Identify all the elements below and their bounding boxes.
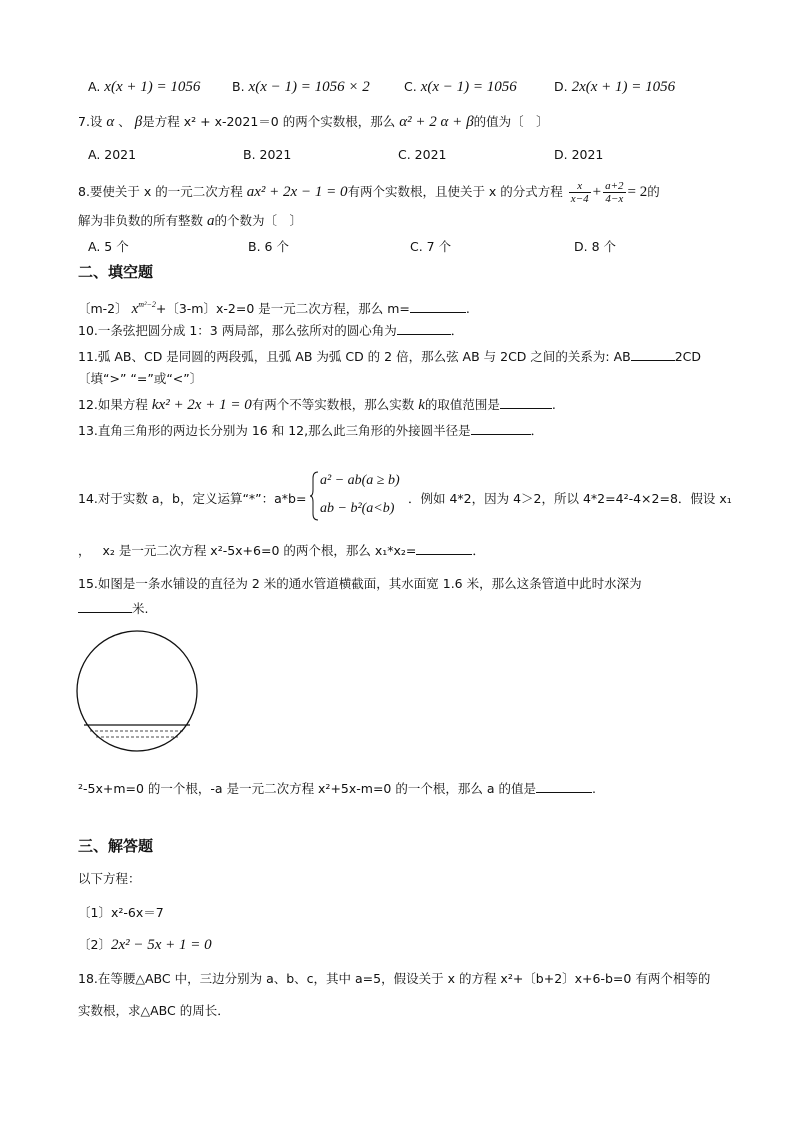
- q8-line2-b: 的个数为〔 〕: [214, 213, 303, 228]
- q17-part1: [78, 904, 164, 922]
- q8-option-d: D. 8 个: [574, 239, 616, 254]
- section-title-solve: 三、解答题: [78, 837, 154, 855]
- q13-end: ．: [530, 423, 544, 438]
- q7-beta2: β: [466, 114, 474, 130]
- q17-p2-equation: 2x² − 5x + 1 = 0: [110, 937, 212, 953]
- q7-option-b: B. 2021: [243, 147, 292, 162]
- q7-option-d: D. 2021: [554, 147, 604, 162]
- q15-answer-blank[interactable]: [78, 600, 132, 613]
- q11-answer-blank[interactable]: [631, 348, 675, 361]
- q8-line2-a: 解为非负数的所有整数: [78, 213, 204, 228]
- q9-end: .: [465, 301, 470, 316]
- q12-end: .: [551, 397, 556, 412]
- q8-stem: [78, 180, 660, 205]
- q14-case1: a² − ab(a ≥ b): [320, 473, 400, 488]
- q12-answer-blank[interactable]: [500, 396, 552, 409]
- q8-f2-num: a+2: [605, 180, 624, 192]
- q7-option-c: C. 2021: [398, 147, 447, 162]
- q17-p1-label: 〔1〕: [78, 905, 111, 920]
- q9-base: x: [131, 301, 139, 317]
- q6-b-expr: x(x − 1) = 1056 × 2: [248, 79, 370, 95]
- q14-prefix: 14.对于实数 a，b，定义运算“*”：a*b=: [78, 491, 307, 506]
- q16-stem: [78, 780, 596, 798]
- q8-option-c: C. 7 个: [410, 239, 452, 254]
- q11-line1-end: 2CD: [674, 349, 702, 364]
- q7-middle: 是方程 x² + x-2021＝0 的两个实数根，那么: [142, 114, 396, 129]
- q14-piecewise: [310, 470, 410, 522]
- q12-stem: [78, 396, 556, 414]
- q8-f1-num: x: [569, 180, 591, 193]
- q13-stem: [78, 422, 543, 440]
- q7-tail: 的值为〔 〕: [473, 114, 549, 129]
- q9-pre: 〔m-2〕: [78, 301, 128, 316]
- q7-option-a: A. 2021: [88, 147, 137, 162]
- q12-pre: 12.如果方程: [78, 397, 148, 412]
- q7-expr: α² + 2 α +: [399, 114, 463, 130]
- q6-option-a: [88, 78, 200, 96]
- q8-equation: ax² + 2x − 1 = 0: [246, 184, 348, 200]
- q17-part2: [78, 936, 212, 954]
- q6-c-label: C.: [404, 79, 417, 94]
- q11-hint: 〔填“>” “=”或“<”〕: [78, 371, 203, 386]
- q9-power: [132, 301, 156, 317]
- pipe-cross-section-figure: [74, 628, 200, 754]
- q8-option-b: B. 6 个: [248, 239, 289, 254]
- q9-answer-blank[interactable]: [410, 300, 466, 313]
- q10-end: ．: [450, 323, 464, 338]
- q8-middle: 有两个实数根，且使关于 x 的分式方程: [347, 184, 563, 199]
- q8-rhs: = 2: [627, 184, 648, 200]
- q8-option-a: A. 5 个: [88, 239, 129, 254]
- section-title-fill-in: 二、填空题: [78, 263, 154, 281]
- q17-p1-equation: x²-6x＝7: [110, 905, 164, 920]
- q16-answer-blank[interactable]: [536, 780, 592, 793]
- q6-a-expr: x(x + 1) = 1056: [104, 79, 201, 95]
- q16-text: ²-5x+m=0 的一个根，-a 是一元二次方程 x²+5x-m=0 的一个根，那么 a 的值是: [78, 781, 536, 796]
- q7-alpha: α: [106, 114, 115, 130]
- q6-a-label: A.: [88, 79, 101, 94]
- q16-end: .: [591, 781, 596, 796]
- q11-stem: [78, 348, 701, 366]
- q11-line1: 11.弧 AB、CD 是同圆的两段弧，且弧 AB 为弧 CD 的 2 倍，那么弦 AB 与 2CD 之间的关系为: AB: [78, 349, 631, 364]
- q18-line2: 实数根，求△ABC 的周长．: [78, 1003, 230, 1018]
- q7-prefix: 7.设: [78, 114, 103, 129]
- q14-line2-end: ．: [472, 543, 485, 558]
- q6-option-b: [232, 78, 370, 96]
- q15-line1: 15.如图是一条水铺设的直径为 2 米的通水管道横截面，其水面宽 1.6 米，那么这条管道中此时水深为: [78, 576, 642, 591]
- q14-line2: [78, 542, 485, 560]
- q6-d-expr: 2x(x + 1) = 1056: [571, 79, 676, 95]
- q13-text: 13.直角三角形的两边长分别为 16 和 12,那么此三角形的外接圆半径是: [78, 423, 471, 438]
- q8-fraction-1: [569, 180, 591, 205]
- q8-stem-line2: [78, 212, 302, 230]
- q7-stem: [78, 113, 549, 131]
- q10-stem: [78, 322, 463, 340]
- q18-line1: 18.在等腰△ABC 中，三边分别为 a、b、c，其中 a=5，假设关于 x 的方程 x²+〔b+2〕x+6-b=0 有两个相等的: [78, 971, 711, 986]
- q12-post: 的取值范围是: [424, 397, 500, 412]
- q7-sep: 、: [118, 114, 131, 129]
- q8-plus: +: [592, 184, 602, 200]
- q14-case2: ab − b²(a<b): [320, 501, 395, 516]
- q6-d-label: D.: [554, 79, 568, 94]
- q14-line2-a: ，: [78, 543, 91, 558]
- q12-var: k: [418, 397, 425, 413]
- q8-f1-den: x−4: [570, 193, 589, 205]
- q14-answer-blank[interactable]: [416, 542, 472, 555]
- q6-c-expr: x(x − 1) = 1056: [420, 79, 517, 95]
- q17-p2-label: 〔2〕: [78, 937, 111, 952]
- q8-tail: 的: [647, 184, 660, 199]
- q10-text: 10.一条弦把圆分成 1：3 两局部，那么弦所对的圆心角为: [78, 323, 397, 338]
- q14-post: ．例如 4*2，因为 4＞2，所以 4*2=4²-4×2=8．假设 x₁: [408, 491, 732, 506]
- q9-exponent: m²−2: [138, 300, 156, 309]
- q14-line2-b: x₂ 是一元二次方程 x²-5x+6=0 的两个根，那么 x₁*x₂=: [102, 543, 417, 558]
- q9-stem: [78, 296, 470, 318]
- q6-option-c: [404, 78, 517, 96]
- q8-prefix: 8.要使关于 x 的一元二次方程: [78, 184, 243, 199]
- q13-answer-blank[interactable]: [471, 422, 531, 435]
- q15-line2: [78, 600, 148, 618]
- q8-line2-var: a: [207, 213, 215, 229]
- q12-equation: kx² + 2x + 1 = 0: [151, 397, 252, 413]
- q7-beta: β: [134, 114, 143, 130]
- q10-answer-blank[interactable]: [397, 322, 451, 335]
- q9-post: +〔3-m〕x-2=0 是一元二次方程，那么 m=: [155, 301, 410, 316]
- q6-option-d: [554, 78, 675, 96]
- q17-intro: 以下方程：: [78, 871, 141, 886]
- q12-middle: 有两个不等实数根，那么实数: [251, 397, 415, 412]
- brace-icon: [310, 470, 320, 522]
- q8-f2-den: 4−x: [605, 193, 624, 205]
- q15-line2-end: 米.: [132, 601, 149, 616]
- q6-b-label: B.: [232, 79, 245, 94]
- q8-fraction-2: [603, 180, 625, 205]
